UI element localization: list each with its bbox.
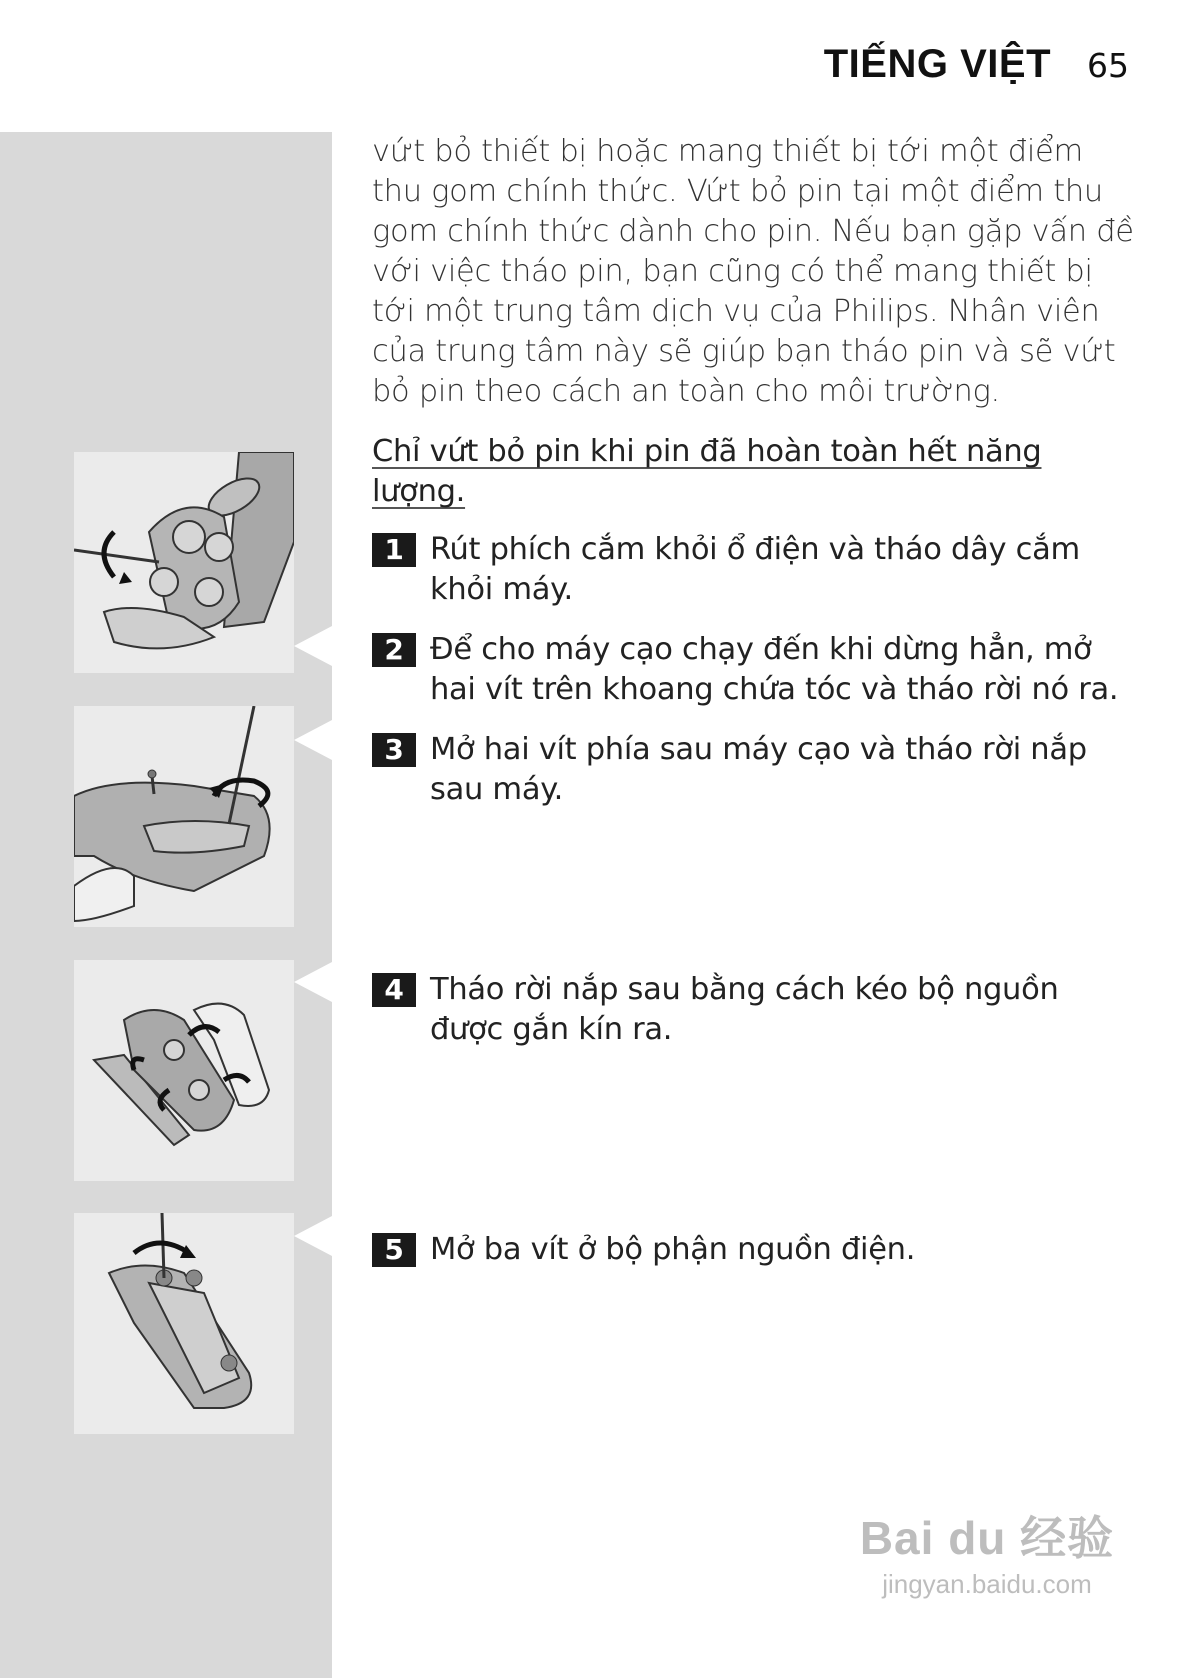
watermark-logo: Bai du 经验: [859, 1512, 1115, 1564]
step-4: [372, 970, 1132, 1050]
step-number: 1: [372, 533, 416, 567]
figure-pointer: [294, 626, 332, 666]
step-text: Rút phích cắm khỏi ổ điện và tháo dây cắm khỏi máy.: [430, 532, 1080, 607]
figure-shaver-back: [74, 706, 294, 927]
shaver-head-unscrew-icon: [74, 452, 294, 673]
disposal-paragraph: vứt bỏ thiết bị hoặc mang thiết bị tới một điểm thu gom chính thức. Vứt bỏ pin tại một điểm thu gom chính thức dành cho pin. Nếu bạn gặp vấn đề với việc tháo pin, bạn cũng có thể mang thiết bị tới một trung tâm dịch vụ của Philips. Nhân viên của trung tâm này sẽ giúp bạn tháo pin và sẽ vứt bỏ pin theo cách an toàn cho môi trường.: [372, 134, 1134, 409]
figure-power-unit: [74, 1213, 294, 1434]
figure-shaver-head: [74, 452, 294, 673]
shaver-back-unscrew-icon: [74, 706, 294, 927]
step-2: [372, 630, 1132, 710]
figure-pointer: [294, 720, 332, 760]
page-number: 65: [1087, 46, 1129, 85]
step-number: 5: [372, 1233, 416, 1267]
watermark-url: jingyan.baidu.com: [882, 1569, 1092, 1599]
figure-cover-removal: [74, 960, 294, 1181]
step-text: Tháo rời nắp sau bằng cách kéo bộ nguồn được gắn kín ra.: [430, 972, 1059, 1047]
language-title: TIẾNG VIỆT: [823, 42, 1051, 86]
step-number: 2: [372, 633, 416, 667]
step-3: [372, 730, 1132, 810]
step-text: Mở hai vít phía sau máy cạo và tháo rời nắp sau máy.: [430, 732, 1087, 807]
figure-pointer: [294, 1216, 332, 1256]
step-number: 4: [372, 973, 416, 1007]
figure-pointer: [294, 962, 332, 1002]
step-number: 3: [372, 733, 416, 767]
step-text: Để cho máy cạo chạy đến khi dừng hẳn, mở hai vít trên khoang chứa tóc và tháo rời nó ra.: [430, 632, 1119, 707]
step-5: [372, 1230, 1132, 1270]
battery-warning: [372, 432, 1042, 512]
battery-warning-text: Chỉ vứt bỏ pin khi pin đã hoàn toàn hết năng lượng.: [372, 434, 1042, 509]
step-1: [372, 530, 1132, 610]
step-text: Mở ba vít ở bộ phận nguồn điện.: [430, 1232, 916, 1267]
baidu-watermark: [847, 1510, 1127, 1630]
shaver-cover-removal-icon: [74, 960, 294, 1181]
power-unit-unscrew-icon: [74, 1213, 294, 1434]
